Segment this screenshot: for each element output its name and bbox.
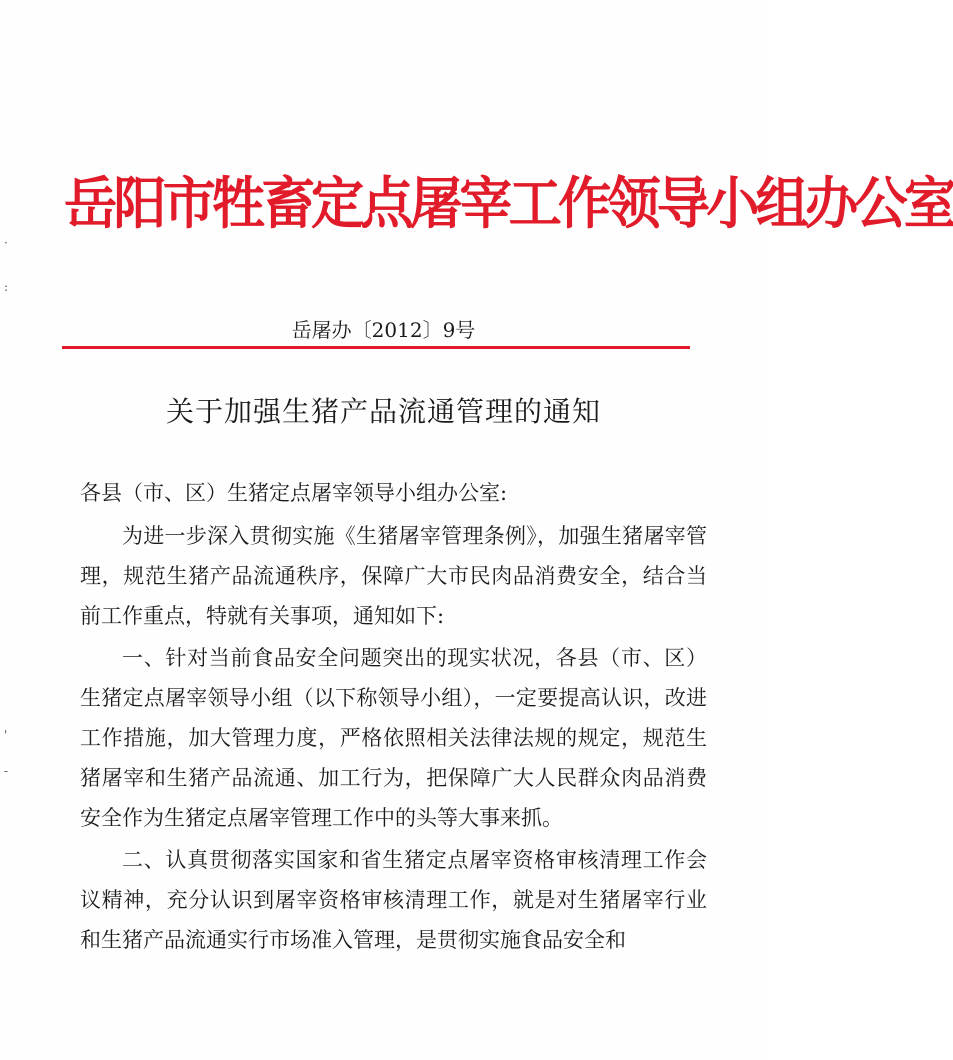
red-divider-line bbox=[62, 346, 690, 349]
scan-margin-mark: ' bbox=[4, 728, 8, 742]
document-number: 岳屠办〔2012〕9号 bbox=[291, 318, 476, 342]
scan-margin-mark: - bbox=[4, 764, 9, 778]
body-paragraph-3: 二、认真贯彻落实国家和省生猪定点屠宰资格审核清理工作会议精神，充分认识到屠宰资格审核清理工作，就是对生猪屠宰行业和生猪产品流通实行市场准入管理，是贯彻实施食品安全和 bbox=[80, 848, 707, 952]
scan-margin-mark: : bbox=[4, 280, 9, 294]
body-paragraph-2: 一、针对当前食品安全问题突出的现实状况，各县（市、区）生猪定点屠宰领导小组（以下称领导小组），一定要提高认识，改进工作措施，加大管理力度，严格依照相关法律法规的规定，规范生猪屠宰和生猪产品流通、加工行为，把保障广大人民群众肉品消费安全作为生猪定点屠宰管理工作中的头等大事来抓。 bbox=[80, 646, 707, 830]
salutation: 各县（市、区）生猪定点屠宰领导小组办公室: bbox=[80, 481, 508, 505]
organization-masthead: 岳阳市牲畜定点屠宰工作领导小组办公室 bbox=[64, 172, 953, 237]
notice-body bbox=[80, 516, 707, 962]
scan-margin-mark: · bbox=[4, 236, 8, 250]
body-paragraph-1: 为进一步深入贯彻实施《生猪屠宰管理条例》，加强生猪屠宰管理，规范生猪产品流通秩序，保障广大市民肉品消费安全，结合当前工作重点，特就有关事项，通知如下: bbox=[80, 524, 707, 628]
notice-title: 关于加强生猪产品流通管理的通知 bbox=[165, 395, 601, 428]
